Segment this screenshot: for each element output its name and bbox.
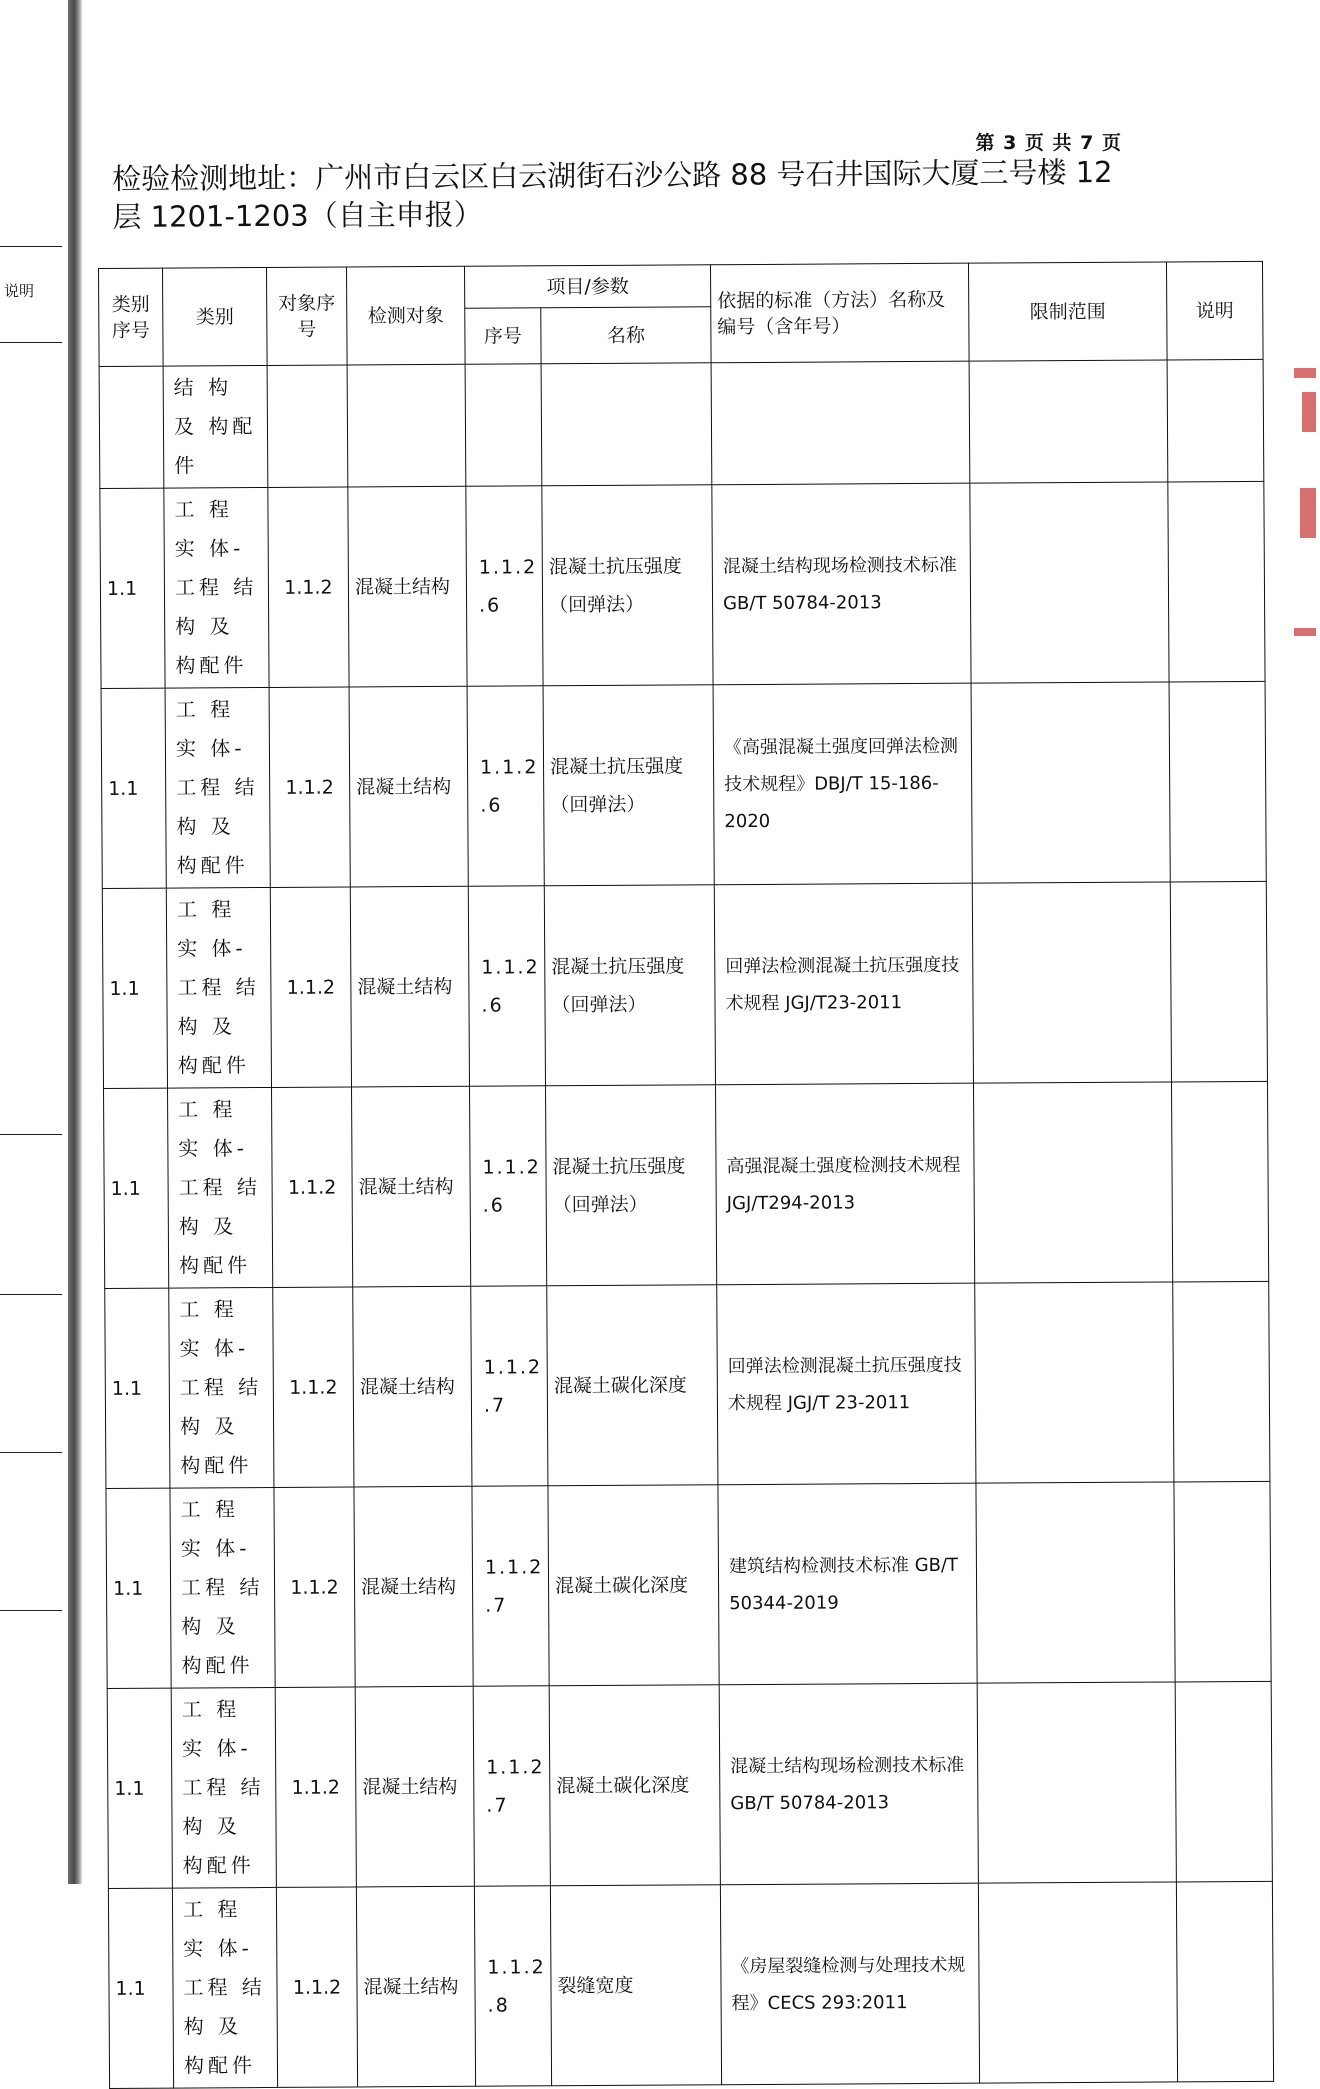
cell-object-seq: 1.1.2 xyxy=(274,1487,355,1687)
cell-category-seq: 1.1 xyxy=(101,688,166,888)
cell-category: 工 程 实 体-工程 结 构 及 构配件 xyxy=(168,1087,273,1288)
cell-category-seq: 1.1 xyxy=(107,1688,172,1888)
cell-standard xyxy=(711,361,970,485)
cell-category-seq xyxy=(99,366,164,488)
cell-limit xyxy=(971,682,1170,883)
header-note: 说明 xyxy=(1166,261,1263,360)
cell-object-seq: 1.1.2 xyxy=(275,1687,356,1887)
binding-line xyxy=(0,1294,62,1295)
cell-object: 混凝土结构 xyxy=(348,486,467,687)
cell-limit xyxy=(973,1082,1172,1283)
page-number: 第 3 页 共 7 页 xyxy=(975,132,1122,154)
cell-item-name: 混凝土抗压强度（回弹法） xyxy=(544,885,715,1086)
cell-note xyxy=(1171,1081,1268,1282)
cell-category-seq: 1.1 xyxy=(105,1288,170,1488)
cell-limit xyxy=(972,882,1171,1083)
header-category-seq: 类别序号 xyxy=(99,268,164,366)
scope-table xyxy=(98,261,1273,2089)
header-object-seq: 对象序号 xyxy=(266,267,347,365)
cell-standard: 混凝土结构现场检测技术标准 GB/T 50784-2013 xyxy=(719,1683,978,1885)
cell-item-seq: 1.1.2 .7 xyxy=(471,1286,548,1486)
cell-item-seq xyxy=(465,364,542,486)
table-row xyxy=(104,1081,1269,1288)
address-line-1: 检验检测地址：广州市白云区白云湖街石沙公路 88 号石井国际大厦三号楼 12 xyxy=(112,155,1113,196)
cell-note xyxy=(1169,681,1266,882)
cell-object: 混凝土结构 xyxy=(356,1886,475,2087)
table-row xyxy=(101,681,1266,888)
cell-standard: 《高强混凝土强度回弹法检测技术规程》DBJ/T 15-186-2020 xyxy=(713,683,972,885)
testing-address xyxy=(112,152,1193,236)
cell-item-seq: 1.1.2 .7 xyxy=(473,1686,550,1886)
cell-object: 混凝土结构 xyxy=(353,1286,472,1487)
cell-note xyxy=(1175,1681,1272,1882)
cell-standard: 回弹法检测混凝土抗压强度技术规程 JGJ/T23-2011 xyxy=(714,883,973,1085)
cell-category-seq: 1.1 xyxy=(100,488,165,688)
cell-category: 结 构 及 构配件 xyxy=(163,365,268,488)
cell-standard: 《房屋裂缝检测与处理技术规程》CECS 293:2011 xyxy=(720,1883,979,2085)
binding-line xyxy=(0,342,62,343)
cell-object-seq: 1.1.2 xyxy=(268,487,349,687)
cell-note xyxy=(1167,359,1264,482)
cell-note xyxy=(1170,881,1267,1082)
cell-limit xyxy=(969,360,1168,483)
header-standard: 依据的标准（方法）名称及编号（含年号） xyxy=(710,263,969,363)
cell-standard: 建筑结构检测技术标准 GB/T 50344-2019 xyxy=(718,1483,977,1685)
cell-object: 混凝土结构 xyxy=(350,886,469,1087)
binding-line xyxy=(0,1134,62,1135)
header-object: 检测对象 xyxy=(346,266,465,365)
cell-category: 工 程 实 体-工程 结 构 及 构配件 xyxy=(169,1287,274,1488)
cell-item-name: 混凝土抗压强度（回弹法） xyxy=(546,1085,717,1286)
header-category: 类别 xyxy=(163,267,268,366)
seal-fragment xyxy=(1300,488,1316,538)
cell-item-seq: 1.1.2 .8 xyxy=(474,1886,551,2086)
cell-object-seq: 1.1.2 xyxy=(272,1087,353,1287)
seal-fragment xyxy=(1294,368,1316,378)
cell-item-name: 混凝土碳化深度 xyxy=(547,1285,718,1486)
cell-category-seq: 1.1 xyxy=(108,1888,173,2088)
header-item-name: 名称 xyxy=(541,307,711,364)
cell-note xyxy=(1173,1281,1270,1482)
side-tab-label: 说明 xyxy=(4,282,35,300)
cell-standard: 混凝土结构现场检测技术标准 GB/T 50784-2013 xyxy=(712,483,971,685)
cell-limit xyxy=(975,1282,1174,1483)
cell-note xyxy=(1174,1481,1271,1682)
cell-limit xyxy=(970,482,1169,683)
table-row xyxy=(107,1681,1272,1888)
cell-object-seq: 1.1.2 xyxy=(276,1887,357,2087)
cell-item-seq: 1.1.2 .7 xyxy=(472,1486,549,1686)
binding-line xyxy=(0,1610,62,1611)
table-row xyxy=(100,481,1265,688)
cell-category: 工 程 实 体-工程 结 构 及 构配件 xyxy=(172,1887,277,2088)
cell-object xyxy=(347,364,466,487)
cell-item-name: 混凝土碳化深度 xyxy=(548,1485,719,1686)
cell-item-name: 裂缝宽度 xyxy=(550,1885,721,2086)
cell-category-seq: 1.1 xyxy=(106,1488,171,1688)
cell-category: 工 程 实 体-工程 结 构 及 构配件 xyxy=(170,1487,275,1688)
cell-limit xyxy=(977,1682,1176,1883)
cell-object-seq: 1.1.2 xyxy=(270,887,351,1087)
cell-note xyxy=(1176,1881,1273,2082)
cell-category: 工 程 实 体-工程 结 构 及 构配件 xyxy=(165,687,270,888)
cell-category: 工 程 实 体-工程 结 构 及 构配件 xyxy=(171,1687,276,1888)
cell-category-seq: 1.1 xyxy=(102,888,167,1088)
table-row xyxy=(105,1281,1270,1488)
cell-object-seq: 1.1.2 xyxy=(273,1287,354,1487)
cell-item-seq: 1.1.2 .6 xyxy=(466,486,543,686)
cell-category: 工 程 实 体-工程 结 构 及 构配件 xyxy=(164,487,269,688)
cell-limit xyxy=(978,1882,1177,2083)
binding-shadow xyxy=(68,0,82,1884)
header-row xyxy=(99,261,1263,310)
binding-line xyxy=(0,246,62,247)
cell-item-name: 混凝土碳化深度 xyxy=(549,1685,720,1886)
cell-standard: 回弹法检测混凝土抗压强度技术规程 JGJ/T 23-2011 xyxy=(717,1283,976,1485)
table-row xyxy=(106,1481,1271,1688)
seal-fragment xyxy=(1302,392,1316,432)
cell-item-name xyxy=(541,363,712,486)
table-row xyxy=(108,1881,1273,2088)
header-item-seq: 序号 xyxy=(465,308,541,364)
header-item-group: 项目/参数 xyxy=(464,265,710,309)
cell-object: 混凝土结构 xyxy=(355,1686,474,1887)
cell-object: 混凝土结构 xyxy=(352,1086,471,1287)
table-row xyxy=(102,881,1267,1088)
table-row xyxy=(99,359,1264,488)
cell-object: 混凝土结构 xyxy=(349,686,468,887)
cell-object-seq: 1.1.2 xyxy=(269,687,350,887)
cell-item-seq: 1.1.2 .6 xyxy=(468,886,545,1086)
cell-limit xyxy=(976,1482,1175,1683)
header-limit: 限制范围 xyxy=(968,262,1167,361)
cell-item-seq: 1.1.2 .6 xyxy=(467,686,544,886)
cell-item-name: 混凝土抗压强度（回弹法） xyxy=(543,685,714,886)
cell-category-seq: 1.1 xyxy=(104,1088,169,1288)
cell-item-name: 混凝土抗压强度（回弹法） xyxy=(542,485,713,686)
cell-note xyxy=(1168,481,1265,682)
cell-object: 混凝土结构 xyxy=(354,1486,473,1687)
cell-standard: 高强混凝土强度检测技术规程 JGJ/T294-2013 xyxy=(716,1083,975,1285)
cell-item-seq: 1.1.2 .6 xyxy=(470,1086,547,1286)
binding-line xyxy=(0,1452,62,1453)
address-line-2: 层 1201-1203（自主申报） xyxy=(112,197,483,234)
cell-object-seq xyxy=(267,365,348,487)
cell-category: 工 程 实 体-工程 结 构 及 构配件 xyxy=(166,887,271,1088)
seal-fragment xyxy=(1294,628,1316,636)
